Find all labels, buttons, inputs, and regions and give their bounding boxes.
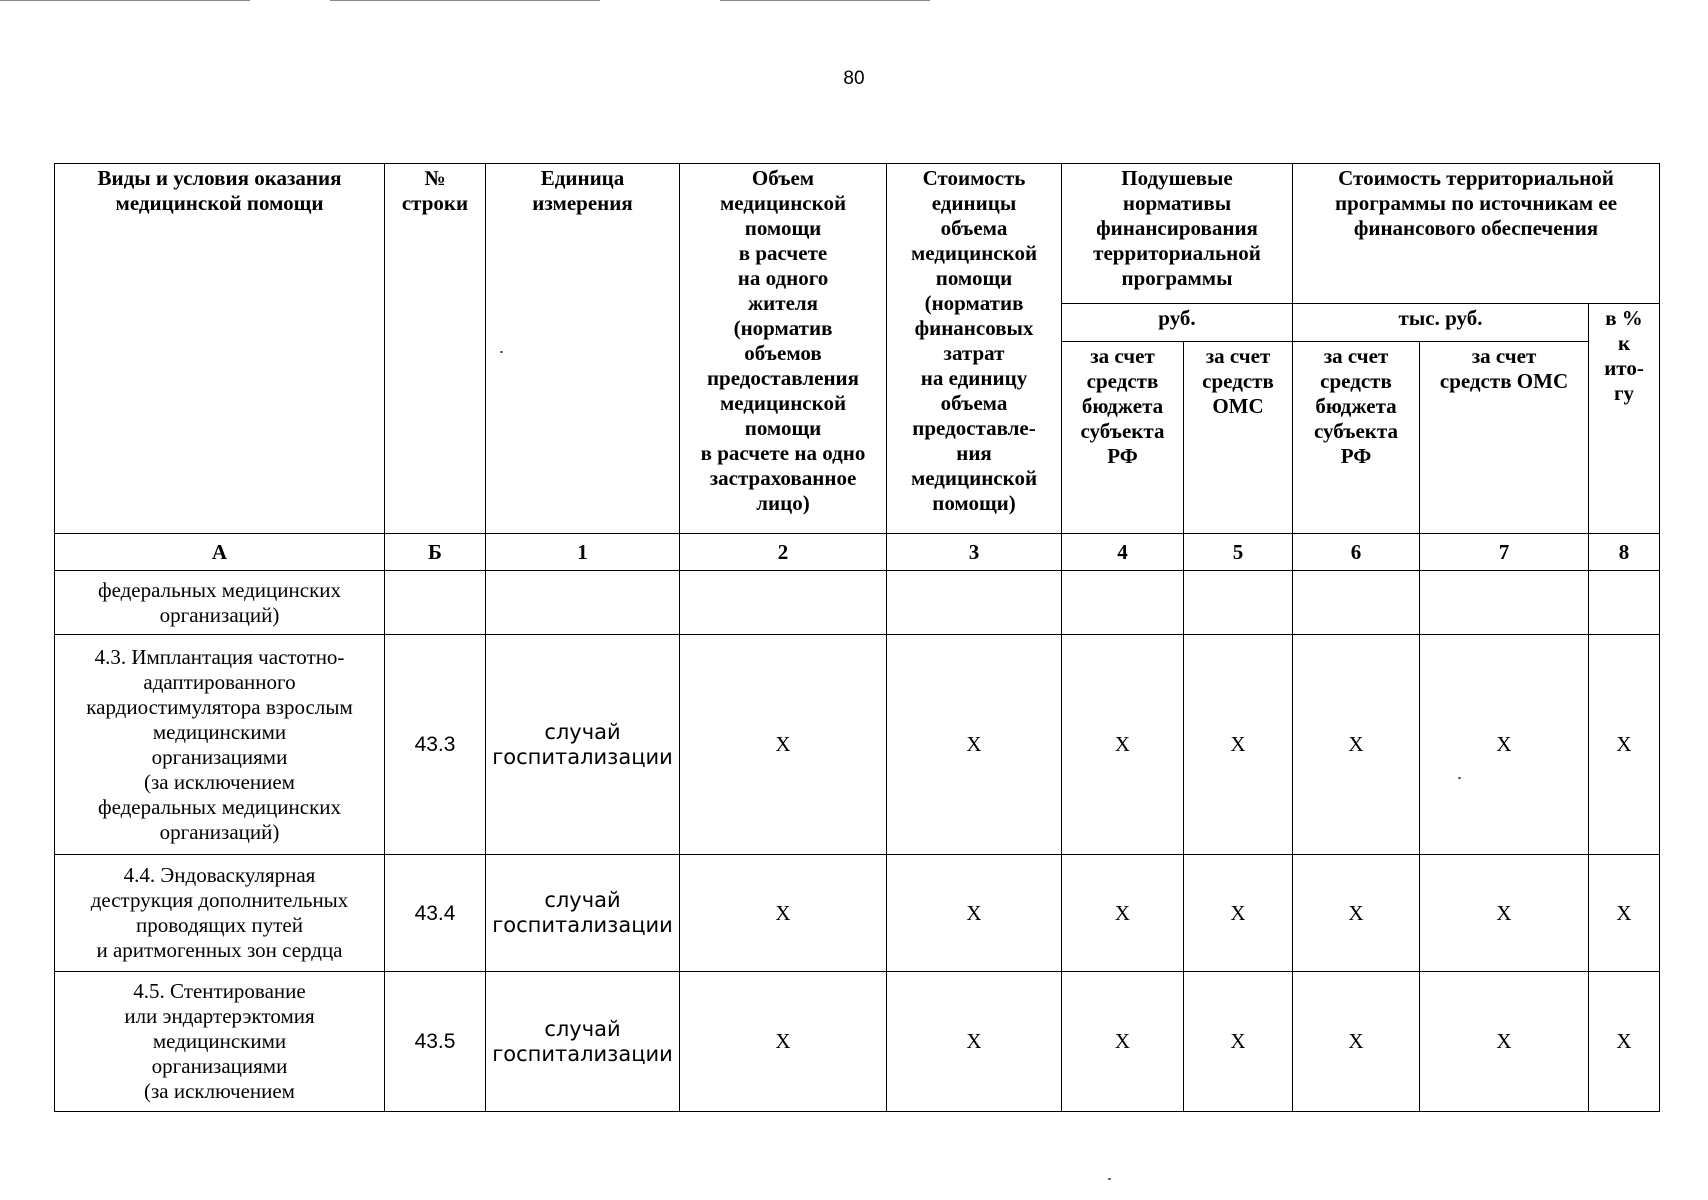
row-value: Х	[1589, 635, 1660, 855]
row-value: Х	[1062, 972, 1184, 1112]
row-value	[680, 571, 887, 635]
header-per-capita-budget: за счет средств бюджета субъекта РФ	[1062, 342, 1184, 534]
table-row	[55, 972, 1660, 1112]
header-care-types: Виды и условия оказания медицинской помощи	[55, 164, 385, 534]
header-line-number: № строки	[385, 164, 486, 534]
column-number: 1	[486, 534, 680, 571]
row-unit: случай госпитализации	[486, 635, 680, 855]
column-number: 6	[1293, 534, 1420, 571]
row-value: Х	[680, 635, 887, 855]
row-value: Х	[1589, 855, 1660, 972]
row-value	[1293, 571, 1420, 635]
row-value: Х	[887, 635, 1062, 855]
row-value: Х	[1589, 972, 1660, 1112]
row-label: 4.3. Имплантация частотно- адаптированного кардиостимулятора взрослым медицинскими организациями (за исключением федеральных медицинских организаций)	[55, 635, 385, 855]
header-rub: руб.	[1062, 304, 1293, 342]
column-number: 4	[1062, 534, 1184, 571]
scan-line-artifact	[720, 0, 930, 1]
column-number: 7	[1420, 534, 1589, 571]
row-value	[1184, 571, 1293, 635]
row-value: Х	[1293, 635, 1420, 855]
header-cost-group: Стоимость территориальной программы по источникам ее финансового обеспечения	[1293, 164, 1660, 304]
header-thousand-rub: тыс. руб.	[1293, 304, 1589, 342]
row-value: Х	[1420, 972, 1589, 1112]
row-label: федеральных медицинских организаций)	[55, 571, 385, 635]
row-value: Х	[1293, 855, 1420, 972]
scan-line-artifact	[0, 0, 250, 1]
header-per-capita-oms: за счет средств ОМС	[1184, 342, 1293, 534]
row-value: Х	[1184, 972, 1293, 1112]
row-line-number: 43.3	[385, 635, 486, 855]
column-number: 3	[887, 534, 1062, 571]
header-percent-total: в % к ито- гу	[1589, 304, 1660, 534]
row-value: Х	[680, 972, 887, 1112]
row-line-number	[385, 571, 486, 635]
header-unit: Единица измерения	[486, 164, 680, 534]
row-value: Х	[1184, 635, 1293, 855]
row-value: Х	[680, 855, 887, 972]
header-unit-cost: Стоимость единицы объема медицинской помощи (норматив финансовых затрат на единицу объема предоставле- ния медицинской помощи)	[887, 164, 1062, 534]
header-per-capita-group: Подушевые нормативы финансирования территориальной программы	[1062, 164, 1293, 304]
scan-line-artifact	[330, 0, 600, 1]
row-unit	[486, 571, 680, 635]
column-number: А	[55, 534, 385, 571]
row-label: 4.4. Эндоваскулярная деструкция дополнительных проводящих путей и аритмогенных зон сердца	[55, 855, 385, 972]
table-row	[55, 635, 1660, 855]
header-cost-budget: за счет средств бюджета субъекта РФ	[1293, 342, 1420, 534]
scan-speck	[1108, 1178, 1111, 1180]
row-value: Х	[1420, 855, 1589, 972]
row-unit: случай госпитализации	[486, 855, 680, 972]
row-value	[1589, 571, 1660, 635]
row-value: Х	[1420, 635, 1589, 855]
row-value: Х	[887, 972, 1062, 1112]
row-unit: случай госпитализации	[486, 972, 680, 1112]
header-volume: Объем медицинской помощи в расчете на одного жителя (норматив объемов предоставления медицинской помощи в расчете на одно застрахованное лицо)	[680, 164, 887, 534]
row-line-number: 43.5	[385, 972, 486, 1112]
row-value	[887, 571, 1062, 635]
row-value: Х	[1062, 855, 1184, 972]
header-cost-oms: за счет средств ОМС	[1420, 342, 1589, 534]
row-value	[1420, 571, 1589, 635]
column-number-row	[55, 534, 1660, 571]
financing-table	[54, 163, 1660, 1112]
column-number: Б	[385, 534, 486, 571]
column-number: 8	[1589, 534, 1660, 571]
row-label: 4.5. Стентирование или эндартерэктомия медицинскими организациями (за исключением	[55, 972, 385, 1112]
column-number: 2	[680, 534, 887, 571]
row-value: Х	[1184, 855, 1293, 972]
table-row	[55, 855, 1660, 972]
row-value: Х	[1293, 972, 1420, 1112]
row-value	[1062, 571, 1184, 635]
page-number: 80	[843, 68, 865, 89]
row-value: Х	[1062, 635, 1184, 855]
row-value: Х	[887, 855, 1062, 972]
table-row	[55, 571, 1660, 635]
row-line-number: 43.4	[385, 855, 486, 972]
column-number: 5	[1184, 534, 1293, 571]
